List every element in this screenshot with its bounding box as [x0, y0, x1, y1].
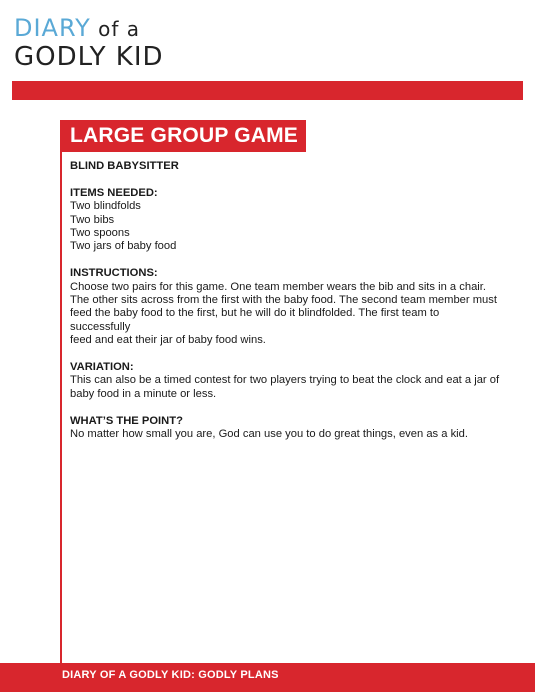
- footer-bar: [0, 663, 535, 692]
- logo-diary: DIARY: [14, 14, 91, 42]
- instructions-heading: INSTRUCTIONS:: [70, 267, 158, 280]
- point-heading: WHAT’S THE POINT?: [70, 414, 183, 427]
- game-name: BLIND BABYSITTER: [70, 160, 179, 172]
- items-heading: ITEMS NEEDED:: [70, 186, 158, 199]
- variation-heading: VARIATION:: [70, 361, 134, 374]
- variation-line: baby food in a minute or less.: [70, 387, 217, 400]
- item: Two jars of baby food: [70, 240, 177, 253]
- top-red-bar: [12, 81, 523, 100]
- instructions-line: feed the baby food to the first, but he will do it blindfolded. The first team to successfully: [70, 307, 440, 333]
- point-line: No matter how small you are, God can use you to do great things, even as a kid.: [70, 428, 468, 441]
- item: Two spoons: [70, 227, 130, 240]
- content: [70, 160, 500, 441]
- instructions-line: feed and eat their jar of baby food wins.: [70, 334, 266, 347]
- logo: [14, 14, 164, 78]
- left-red-rule: [60, 120, 62, 665]
- instructions-line: The other sits across from the first with the baby food. The second team member must: [70, 294, 497, 307]
- logo-line-1: [14, 14, 140, 43]
- item: Two blindfolds: [70, 200, 141, 213]
- section-title-box: [62, 120, 306, 152]
- item: Two bibs: [70, 213, 115, 226]
- instructions-line: Choose two pairs for this game. One team member wears the bib and sits in a chair.: [70, 280, 486, 293]
- section-title: LARGE GROUP GAME: [70, 124, 298, 147]
- footer-text: DIARY OF A GODLY KID: GODLY PLANS: [62, 669, 279, 681]
- variation-line: This can also be a timed contest for two players trying to beat the clock and eat a jar of: [70, 374, 500, 387]
- logo-of-a: of a: [90, 17, 141, 41]
- logo-godly-kid: GODLY KID: [14, 42, 164, 72]
